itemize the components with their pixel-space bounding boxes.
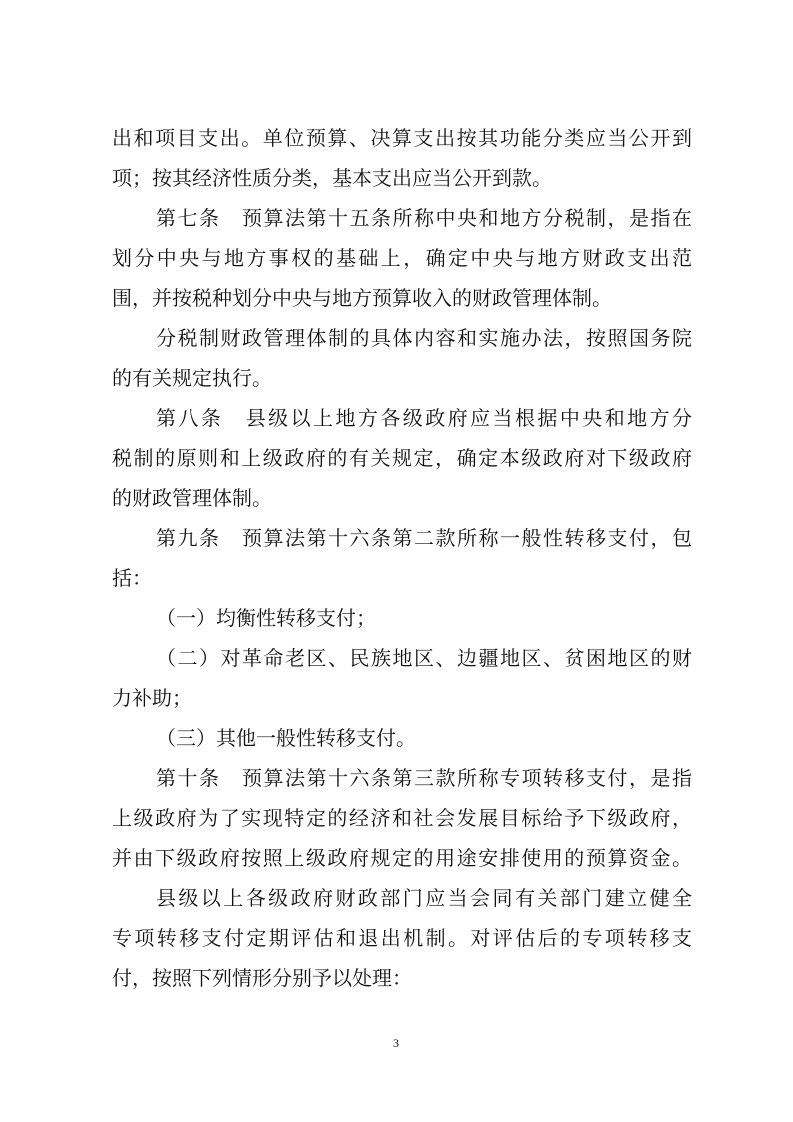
paragraph-line: 县级以上各级政府财政部门应当会同有关部门建立健全	[156, 886, 692, 910]
list-item-continuation: 力补助；	[112, 686, 192, 710]
paragraph-line: 分税制财政管理体制的具体内容和实施办法，按照国务院	[156, 326, 692, 350]
article-8-line: 税制的原则和上级政府的有关规定，确定本级政府对下级政府	[112, 446, 692, 470]
list-item: （二）对革命老区、民族地区、边疆地区、贫困地区的财	[156, 646, 692, 670]
article-10-line: 上级政府为了实现特定的经济和社会发展目标给予下级政府，	[112, 806, 692, 830]
paragraph-line: 专项转移支付定期评估和退出机制。对评估后的专项转移支	[112, 926, 692, 950]
article-8-line: 第八条 县级以上地方各级政府应当根据中央和地方分	[156, 406, 692, 430]
article-10-line: 第十条 预算法第十六条第三款所称专项转移支付，是指	[156, 766, 692, 790]
article-7-line: 第七条 预算法第十五条所称中央和地方分税制，是指在	[156, 206, 692, 230]
list-item: （三）其他一般性转移支付。	[156, 726, 416, 750]
article-9-line: 第九条 预算法第十六条第二款所称一般性转移支付，包	[156, 526, 692, 550]
list-item: （一）均衡性转移支付；	[156, 606, 376, 630]
paragraph-line: 付，按照下列情形分别予以处理：	[112, 966, 412, 990]
paragraph-line: 的有关规定执行。	[112, 366, 272, 390]
paragraph-line: 出和项目支出。单位预算、决算支出按其功能分类应当公开到	[112, 126, 692, 150]
article-10-line: 并由下级政府按照上级政府规定的用途安排使用的预算资金。	[112, 846, 692, 870]
article-7-line: 围，并按税种划分中央与地方预算收入的财政管理体制。	[112, 286, 612, 310]
article-9-line: 括：	[112, 566, 152, 590]
page-number: 3	[393, 1036, 399, 1050]
paragraph-line: 项；按其经济性质分类，基本支出应当公开到款。	[112, 166, 552, 190]
article-7-line: 划分中央与地方事权的基础上，确定中央与地方财政支出范	[112, 246, 692, 270]
article-8-line: 的财政管理体制。	[112, 486, 272, 510]
